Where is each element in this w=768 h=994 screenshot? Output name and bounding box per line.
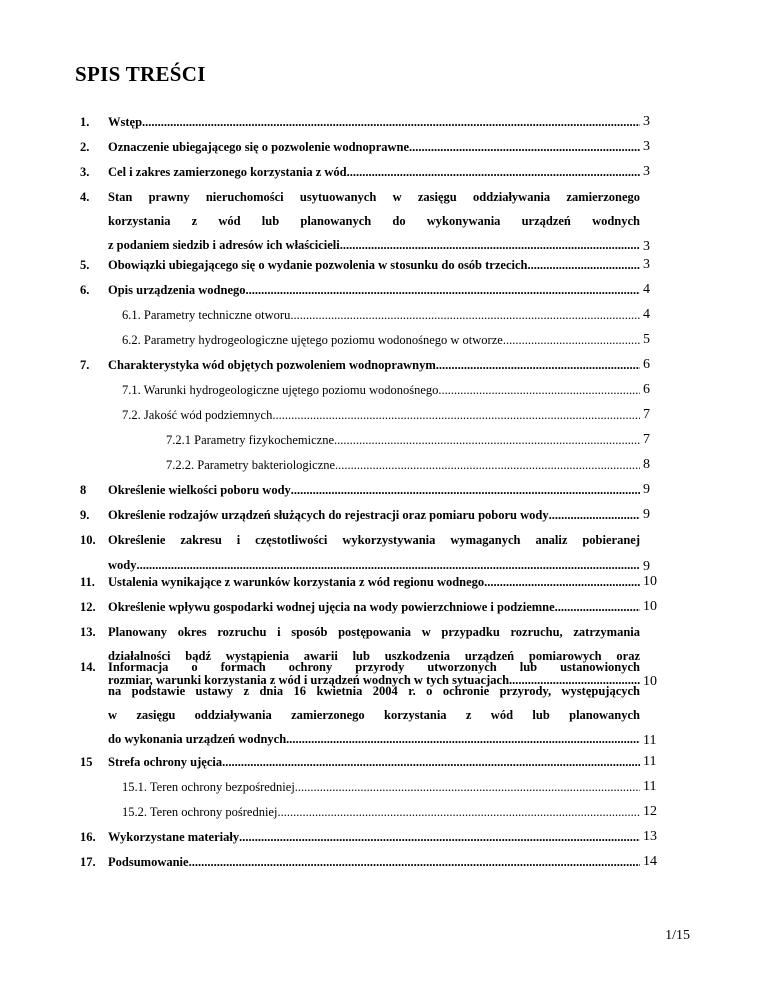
toc-entry[interactable] — [80, 135, 640, 160]
toc-entry-title: 15.2. Teren ochrony pośredniej ..... — [122, 800, 640, 825]
toc-entry-number: 2. — [80, 140, 90, 154]
toc-entry-number: 15 — [80, 755, 93, 769]
toc-entry-title: Informacja o formach ochrony przyrody utworzonych lub ustanowionych na podstawie ustawy z dnia 16 kwietnia 2004 r. o ochronie przyrody, występujących w zasięgu oddziaływania zamierzonego korzystania z wód lub planowanych do wykonania urządzeń wodnych ..... — [108, 655, 640, 751]
toc-entry-page-number: 4 — [643, 282, 650, 297]
toc-entry-number: 10. — [80, 533, 96, 547]
toc-entry-title: 6.1. Parametry techniczne otworu ..... — [122, 303, 640, 328]
toc-entry-page-number: 3 — [643, 164, 650, 179]
toc-entry-page-number: 11 — [643, 754, 657, 769]
toc-entry[interactable] — [80, 278, 640, 303]
toc-entry-title: Oznaczenie ubiegającego się o pozwolenie wodnoprawne ..... — [108, 135, 640, 160]
toc-entry-number: 11. — [80, 575, 95, 589]
toc-entry-number: 8 — [80, 483, 87, 497]
toc-entry-title: 7.1. Warunki hydrogeologiczne ujętego poziomu wodonośnego ..... — [122, 378, 640, 403]
toc-entry[interactable] — [80, 428, 640, 453]
toc-entry-page-number: 12 — [643, 804, 657, 819]
toc-entry-number: 13. — [80, 625, 96, 639]
toc-entry-page-number: 11 — [643, 779, 657, 794]
toc-entry-title: 7.2. Jakość wód podziemnych ..... — [122, 403, 640, 428]
toc-entry-title: 7.2.2. Parametry bakteriologiczne ..... — [166, 453, 640, 478]
toc-entry[interactable] — [80, 478, 640, 503]
toc-entry-page-number: 9 — [643, 559, 650, 574]
toc-entry-page-number: 3 — [643, 257, 650, 272]
toc-entry-page-number: 6 — [643, 357, 650, 372]
toc-entry-page-number: 10 — [643, 674, 657, 689]
toc-entry-title: Strefa ochrony ujęcia ..... — [108, 750, 640, 775]
toc-entry-page-number: 14 — [643, 854, 657, 869]
toc-entry-number: 6. — [80, 283, 90, 297]
toc-entry-page-number: 7 — [643, 407, 650, 422]
toc-entry[interactable] — [80, 160, 640, 185]
toc-entry-page-number: 8 — [643, 457, 650, 472]
toc-entry-page-number: 9 — [643, 482, 650, 497]
toc-entry-number: 9. — [80, 508, 90, 522]
toc-entry[interactable] — [80, 595, 640, 620]
toc-entry[interactable] — [80, 353, 640, 378]
toc-entry-number: 17. — [80, 855, 96, 869]
toc-entry-number: 5. — [80, 258, 90, 272]
toc-entry-title: Obowiązki ubiegającego się o wydanie pozwolenia w stosunku do osób trzecich ..... — [108, 253, 640, 278]
toc-entry[interactable] — [80, 403, 640, 428]
toc-entry-number: 12. — [80, 600, 96, 614]
toc-entry-title: Planowany okres rozruchu i sposób postępowania w przypadku rozruchu, zatrzymania działalności bądź wystąpienia awarii lub uszkodzenia urządzeń pomiarowych oraz rozmiar, warunki korzystania z wód i urządzeń wodnych w tych sytuacjach ..... — [108, 620, 640, 692]
toc-entry-title: Cel i zakres zamierzonego korzystania z wód ..... — [108, 160, 640, 185]
toc-entry[interactable] — [80, 750, 640, 775]
toc-entry-number: 7. — [80, 358, 90, 372]
toc-entry[interactable] — [80, 453, 640, 478]
toc-entry-number: 16. — [80, 830, 96, 844]
toc-entry-title: Wykorzystane materiały ..... — [108, 825, 640, 850]
toc-entry[interactable] — [80, 185, 640, 257]
toc-entry[interactable] — [80, 503, 640, 528]
toc-entry-number: 3. — [80, 165, 90, 179]
toc-entry-page-number: 7 — [643, 432, 650, 447]
toc-entry-title: Wstęp ..... — [108, 110, 640, 135]
toc-entry[interactable] — [80, 850, 640, 875]
toc-entry[interactable] — [80, 775, 640, 800]
toc-entry-title: Stan prawny nieruchomości usytuowanych w zasięgu oddziaływania zamierzonego korzystania z wód lub planowanych do wykonywania urządzeń wodnych z podaniem siedzib i adresów ich właścicieli. ..... — [108, 185, 640, 257]
toc-entry-title: Podsumowanie ..... — [108, 850, 640, 875]
toc-entry[interactable] — [80, 655, 640, 751]
toc-entry-page-number: 9 — [643, 507, 650, 522]
toc-entry-page-number: 11 — [643, 733, 657, 748]
toc-entry-title: 15.1. Teren ochrony bezpośredniej ..... — [122, 775, 640, 800]
toc-entry[interactable] — [80, 110, 640, 135]
toc-entry-title: 7.2.1 Parametry fizykochemiczne ..... — [166, 428, 640, 453]
toc-entry[interactable] — [80, 378, 640, 403]
toc-entry-page-number: 3 — [643, 239, 650, 254]
toc-entry-page-number: 3 — [643, 139, 650, 154]
toc-entry-title: Opis urządzenia wodnego ..... — [108, 278, 640, 303]
toc-entry-number: 1. — [80, 115, 90, 129]
toc-entry-page-number: 3 — [643, 114, 650, 129]
toc-entry-page-number: 10 — [643, 574, 657, 589]
page-title: SPIS TREŚCI — [75, 62, 206, 86]
toc-entry-page-number: 5 — [643, 332, 650, 347]
toc-entry[interactable] — [80, 825, 640, 850]
toc-entry-page-number: 10 — [643, 599, 657, 614]
page-number-footer: 1/15 — [665, 928, 690, 943]
toc-entry-title: 6.2. Parametry hydrogeologiczne ujętego poziomu wodonośnego w otworze ..... — [122, 328, 640, 353]
toc-entry[interactable] — [80, 570, 640, 595]
toc-entry-title: Określenie zakresu i częstotliwości wykorzystywania wymaganych analiz pobieranej wody ..... — [108, 528, 640, 578]
toc-entry-title: Określenie wpływu gospodarki wodnej ujęcia na wody powierzchniowe i podziemne ..... — [108, 595, 640, 620]
toc-entry-title: Charakterystyka wód objętych pozwoleniem wodnoprawnym ..... — [108, 353, 640, 378]
toc-entry-title: Określenie rodzajów urządzeń służących do rejestracji oraz pomiaru poboru wody ..... — [108, 503, 640, 528]
toc-entry-page-number: 6 — [643, 382, 650, 397]
toc-entry[interactable] — [80, 253, 640, 278]
toc-entry[interactable] — [80, 328, 640, 353]
toc-entry-title: Ustalenia wynikające z warunków korzystania z wód regionu wodnego ..... — [108, 570, 640, 595]
toc-entry[interactable] — [80, 303, 640, 328]
toc-entry-number: 4. — [80, 190, 90, 204]
toc-entry-page-number: 13 — [643, 829, 657, 844]
toc-entry-number: 14. — [80, 660, 96, 674]
toc-entry-title: Określenie wielkości poboru wody ..... — [108, 478, 640, 503]
toc-entry[interactable] — [80, 800, 640, 825]
toc-entry-page-number: 4 — [643, 307, 650, 322]
